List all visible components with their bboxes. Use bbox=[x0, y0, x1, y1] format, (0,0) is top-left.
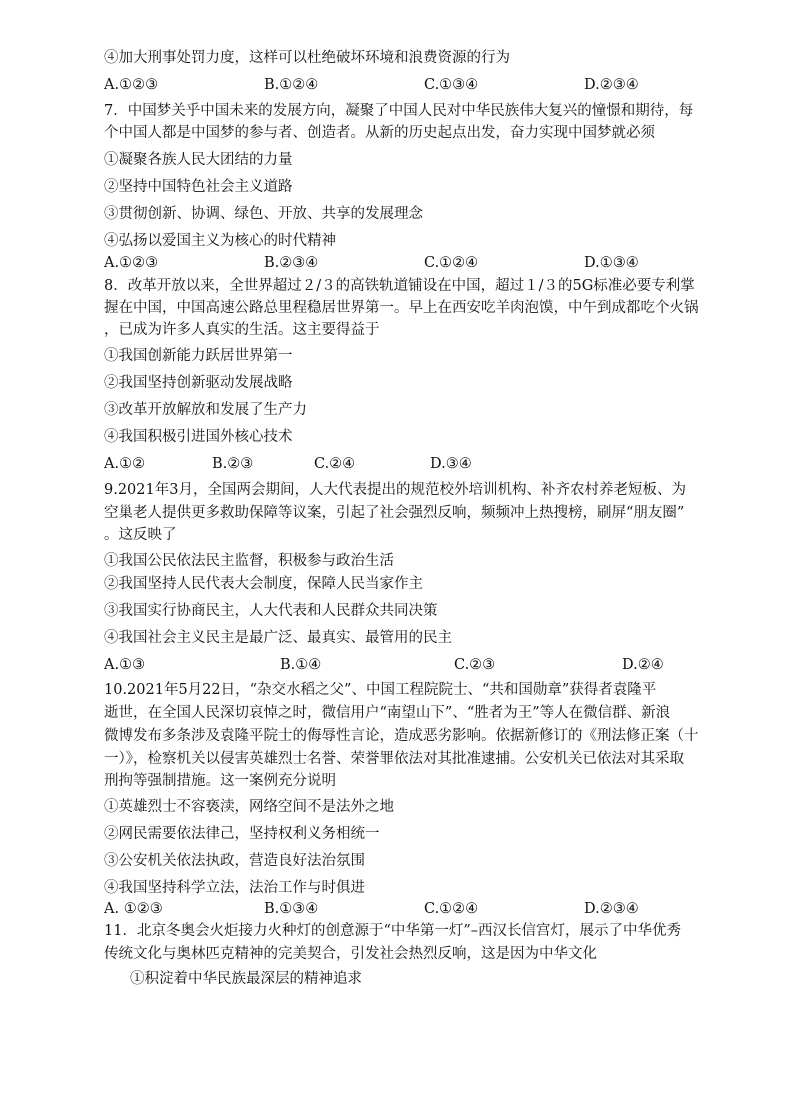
q8-option-c[interactable]: C.②④ bbox=[314, 456, 356, 472]
q7-options bbox=[104, 253, 674, 273]
q10-option-b[interactable]: B.①③④ bbox=[264, 901, 319, 917]
q8-option-b[interactable]: B.②③ bbox=[212, 456, 254, 472]
q8-item-3: ③改革开放解放和发展了生产力 bbox=[104, 402, 307, 418]
q7-option-a[interactable]: A.①②③ bbox=[104, 255, 159, 271]
q7-item-3: ③贯彻创新、协调、绿色、开放、共享的发展理念 bbox=[104, 206, 423, 222]
q9-option-c[interactable]: C.②③ bbox=[454, 657, 496, 673]
q6-options bbox=[104, 75, 674, 95]
q10-stem-line-3: 微博发布多条涉及袁隆平院士的侮辱性言论，造成恶劣影响。依据新修订的《刑法修正案（十 bbox=[104, 728, 699, 744]
q9-options bbox=[104, 655, 674, 675]
q7-item-4: ④弘扬以爱国主义为核心的时代精神 bbox=[104, 233, 336, 249]
q7-option-b[interactable]: B.②③④ bbox=[264, 255, 319, 271]
q10-stem-line-4: 一）》，检察机关以侵害英雄烈士名誉、荣誉罪依法对其批准逮捕。公安机关已依法对其采取 bbox=[104, 751, 684, 767]
q8-stem-line-3: ，已成为许多人真实的生活。这主要得益于 bbox=[104, 322, 380, 338]
q8-item-2: ②我国坚持创新驱动发展战略 bbox=[104, 375, 293, 391]
q10-options bbox=[104, 899, 674, 919]
q7-item-2: ②坚持中国特色社会主义道路 bbox=[104, 179, 293, 195]
q8-option-a[interactable]: A.①② bbox=[104, 456, 146, 472]
q6-option-d[interactable]: D.②③④ bbox=[584, 77, 639, 93]
q6-item-4: ④加大刑事处罚力度，这样可以杜绝破坏环境和浪费资源的行为 bbox=[104, 50, 510, 66]
q9-item-1: ①我国公民依法民主监督，积极参与政治生活 bbox=[104, 553, 394, 569]
q7-item-1: ①凝聚各族人民大团结的力量 bbox=[104, 152, 293, 168]
q10-item-2: ②网民需要依法律己，坚持权利义务相统一 bbox=[104, 826, 380, 842]
q9-item-2: ②我国坚持人民代表大会制度，保障人民当家作主 bbox=[104, 576, 423, 592]
q6-option-a[interactable]: A.①②③ bbox=[104, 77, 159, 93]
q10-stem-line-5: 刑拘等强制措施。这一案例充分说明 bbox=[104, 773, 336, 789]
q8-stem-line-2: 握在中国，中国高速公路总里程稳居世界第一。早上在西安吃羊肉泡馍，中午到成都吃个火锅 bbox=[104, 300, 699, 316]
q9-option-a[interactable]: A.①③ bbox=[104, 657, 146, 673]
q10-item-4: ④我国坚持科学立法，法治工作与时俱进 bbox=[104, 880, 365, 896]
q8-stem-line-1: 8．改革开放以来，全世界超过２/３的高铁轨道铺设在中国，超过１/３的5G标准必要专利掌 bbox=[104, 278, 695, 294]
q10-item-1: ①英雄烈士不容亵渎，网络空间不是法外之地 bbox=[104, 799, 394, 815]
q11-stem-line-1: 11．北京冬奥会火炬接力火种灯的创意源于“中华第一灯”–西汉长信宫灯，展示了中华优秀 bbox=[104, 923, 682, 939]
q10-option-d[interactable]: D.②③④ bbox=[584, 901, 639, 917]
q9-stem-line-3: 。这反映了 bbox=[104, 527, 177, 543]
q10-item-3: ③公安机关依法执政，营造良好法治氛围 bbox=[104, 853, 365, 869]
q10-option-a[interactable]: A. ①②③ bbox=[104, 901, 163, 917]
q10-stem-line-2: 逝世，在全国人民深切哀悼之时，微信用户“南望山下”、“胜者为王”等人在微信群、新浪 bbox=[104, 705, 671, 721]
q9-option-d[interactable]: D.②④ bbox=[622, 657, 664, 673]
q9-item-4: ④我国社会主义民主是最广泛、最真实、最管用的民主 bbox=[104, 630, 452, 646]
q9-item-3: ③我国实行协商民主，人大代表和人民群众共同决策 bbox=[104, 603, 438, 619]
q11-stem-line-2: 传统文化与奥林匹克精神的完美契合，引发社会热烈反响，这是因为中华文化 bbox=[104, 946, 597, 962]
q9-stem-line-2: 空巢老人提供更多救助保障等议案，引起了社会强烈反响，频频冲上热搜榜，刷屏“朋友圈” bbox=[104, 505, 685, 521]
q10-option-c[interactable]: C.①②④ bbox=[424, 901, 479, 917]
q9-stem-line-1: 9.2021年3月，全国两会期间，人大代表提出的规范校外培训机构、补齐农村养老短板、为 bbox=[104, 482, 686, 498]
q10-stem-line-1: 10.2021年5月22日，“杂交水稻之父”、中国工程院院士、“共和国勋章”获得者袁隆平 bbox=[104, 682, 657, 698]
q6-option-c[interactable]: C.①③④ bbox=[424, 77, 479, 93]
q8-item-1: ①我国创新能力跃居世界第一 bbox=[104, 348, 293, 364]
q7-stem-line-2: 个中国人都是中国梦的参与者、创造者。从新的历史起点出发，奋力实现中国梦就必须 bbox=[104, 125, 655, 141]
q6-option-b[interactable]: B.①②④ bbox=[264, 77, 319, 93]
q8-option-d[interactable]: D.③④ bbox=[430, 456, 472, 472]
q8-options bbox=[104, 454, 674, 474]
q8-item-4: ④我国积极引进国外核心技术 bbox=[104, 429, 293, 445]
q7-option-d[interactable]: D.①③④ bbox=[584, 255, 639, 271]
q11-item-1: ①积淀着中华民族最深层的精神追求 bbox=[130, 971, 362, 987]
q7-stem-line-1: 7．中国梦关乎中国未来的发展方向，凝聚了中国人民对中华民族伟大复兴的憧憬和期待，每 bbox=[104, 103, 694, 119]
q9-option-b[interactable]: B.①④ bbox=[280, 657, 322, 673]
q7-option-c[interactable]: C.①②④ bbox=[424, 255, 479, 271]
